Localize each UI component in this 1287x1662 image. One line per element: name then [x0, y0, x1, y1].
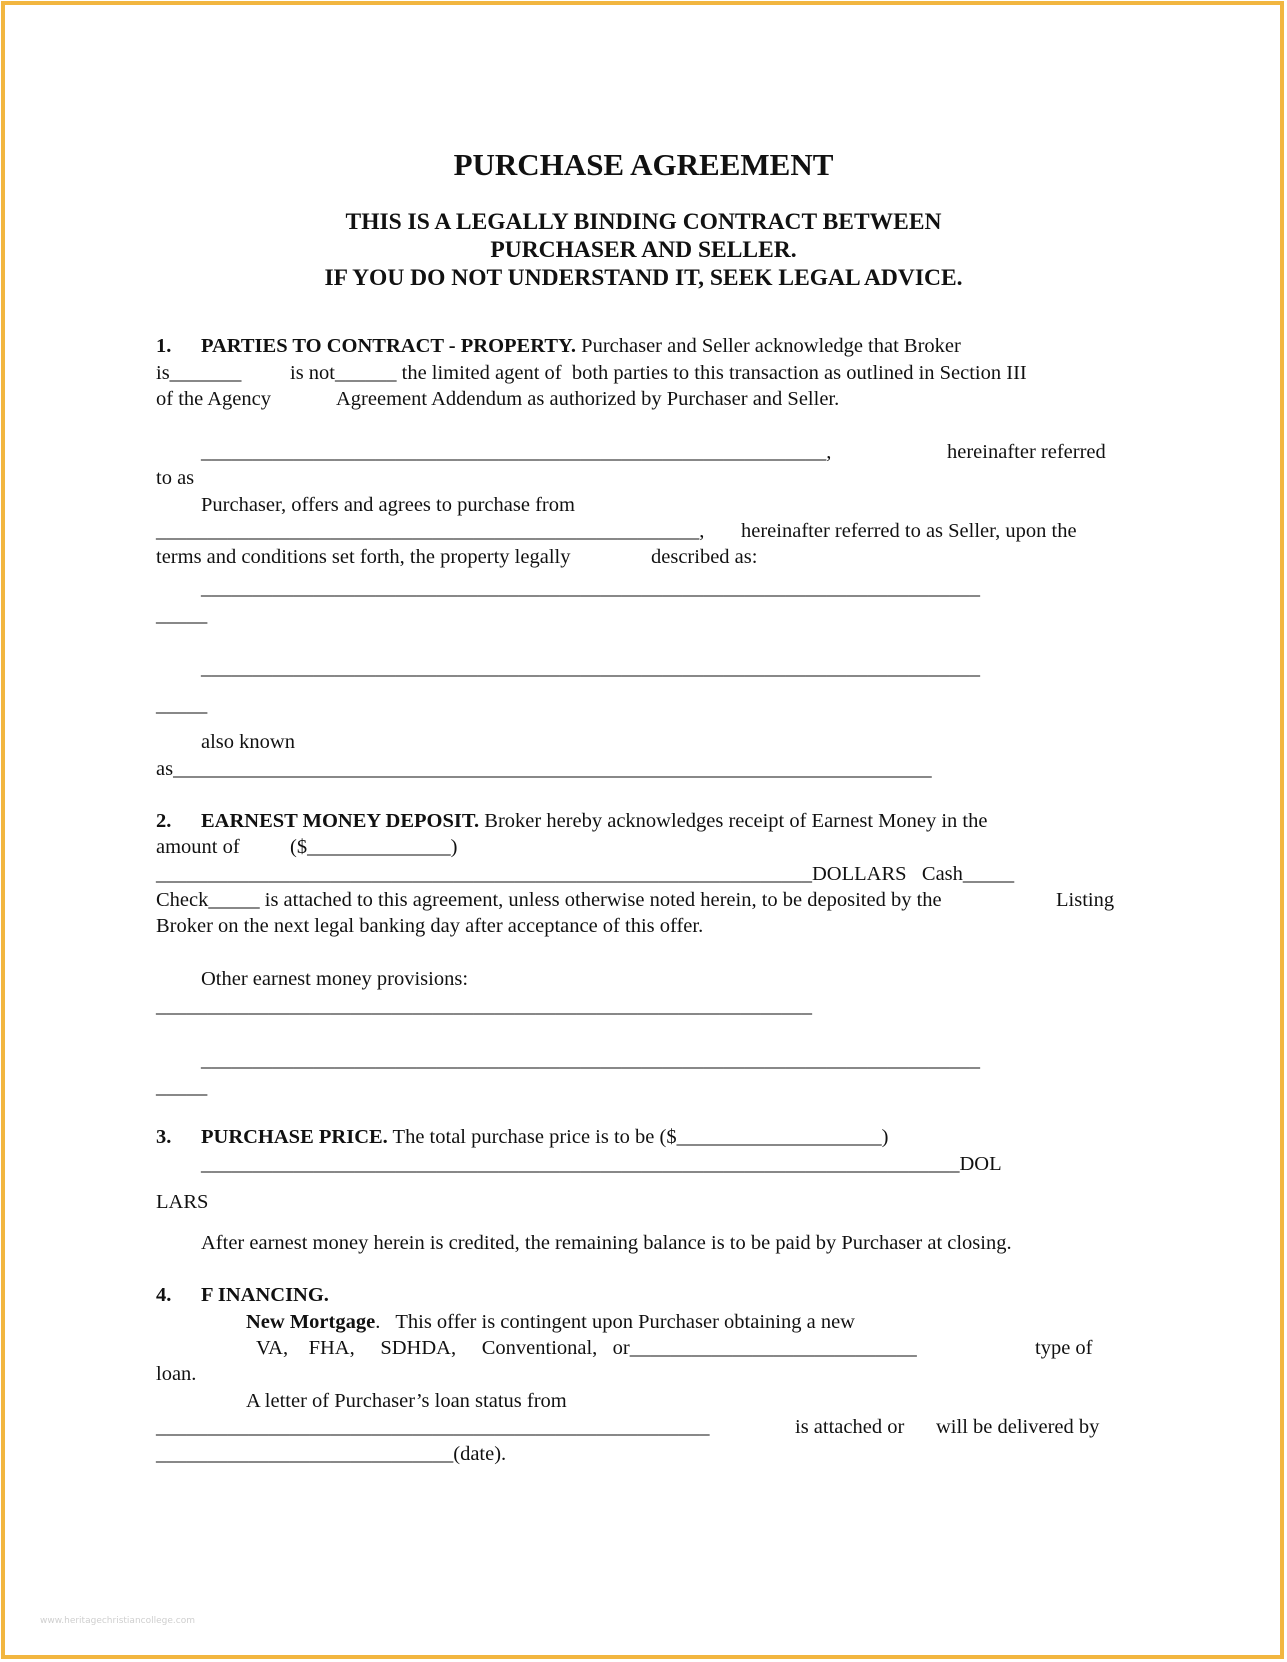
described-as: described as: — [651, 546, 758, 568]
remaining-balance: After earnest money herein is credited, the remaining balance is to be paid by Purchaser at closing. — [201, 1232, 1012, 1254]
type-of: type of — [1035, 1337, 1093, 1359]
legal-description-line-1-end: _____ — [156, 604, 208, 626]
new-mortgage-heading: New Mortgage — [246, 1311, 376, 1333]
section-2-number: 2. — [156, 810, 172, 832]
also-known-as-line: as__________________________________________________________________________ — [156, 758, 932, 780]
other-provisions-line: ________________________________________________________________ — [156, 995, 812, 1017]
loan: loan. — [156, 1363, 197, 1385]
section-2-heading: EARNEST MONEY DEPOSIT. — [201, 810, 480, 832]
purchaser-to-as: to as — [156, 467, 195, 489]
seller-name-blank: _____________________________________________________, — [156, 520, 705, 542]
section-4-heading: F INANCING. — [201, 1284, 329, 1306]
section-1-line-3a: of the Agency — [156, 388, 271, 410]
loan-types-line: VA, FHA, SDHDA, Conventional, or____________________________ — [256, 1337, 917, 1359]
lender-name-blank: ______________________________________________________ — [156, 1416, 710, 1438]
section-1-line-2: is not______ the limited agent of both parties to this transaction as outlined in Section III — [290, 362, 1027, 384]
section-2-line-1: EARNEST MONEY DEPOSIT. Broker hereby acknowledges receipt of Earnest Money in the — [201, 810, 988, 832]
amount-blank: ($______________) — [290, 836, 458, 858]
warning-line-2: PURCHASER AND SELLER. — [490, 237, 797, 263]
section-3-number: 3. — [156, 1126, 172, 1148]
warning-line-1: THIS IS A LEGALLY BINDING CONTRACT BETWEEN — [345, 209, 942, 235]
check-line-listing: Listing — [1056, 889, 1115, 911]
purchaser-hereinafter: hereinafter referred — [947, 441, 1106, 463]
price-words-line: __________________________________________________________________________DOL — [201, 1153, 1002, 1175]
new-mortgage-line: New Mortgage. This offer is contingent upon Purchaser obtaining a new — [246, 1311, 855, 1333]
section-1-line-1: PARTIES TO CONTRACT - PROPERTY. Purchaser and Seller acknowledge that Broker — [201, 335, 961, 357]
will-be-delivered-by: will be delivered by — [936, 1416, 1100, 1438]
broker-next-day: Broker on the next legal banking day after acceptance of this offer. — [156, 915, 704, 937]
purchaser-offers: Purchaser, offers and agrees to purchase from — [201, 494, 575, 516]
other-provisions-line-2: ____________________________________________________________________________ — [201, 1049, 980, 1071]
section-1-number: 1. — [156, 335, 172, 357]
section-4-number: 4. — [156, 1284, 172, 1306]
delivery-date-blank: _____________________________(date). — [156, 1443, 507, 1465]
section-1-heading: PARTIES TO CONTRACT - PROPERTY. — [201, 335, 577, 357]
other-provisions: Other earnest money provisions: — [201, 968, 469, 990]
terms-conditions: terms and conditions set forth, the property legally — [156, 546, 571, 568]
page-title: PURCHASE AGREEMENT — [453, 147, 834, 182]
section-1-line-3b: Agreement Addendum as authorized by Purchaser and Seller. — [336, 388, 840, 410]
section-3-heading: PURCHASE PRICE. — [201, 1126, 388, 1148]
seller-hereinafter: hereinafter referred to as Seller, upon the — [741, 520, 1077, 542]
legal-description-line-1: ____________________________________________________________________________ — [201, 577, 980, 599]
purchaser-name-blank: _____________________________________________________________, — [201, 441, 832, 463]
section-3-line-1: PURCHASE PRICE. The total purchase price is to be ($____________________) — [201, 1126, 889, 1148]
amount-of: amount of — [156, 836, 240, 858]
watermark: www.heritagechristiancollege.com — [40, 1616, 195, 1626]
other-provisions-line-2-end: _____ — [156, 1076, 208, 1098]
price-lars: LARS — [156, 1191, 209, 1213]
loan-status-letter: A letter of Purchaser’s loan status from — [246, 1390, 567, 1412]
check-line: Check_____ is attached to this agreement, unless otherwise noted herein, to be deposited by the — [156, 889, 942, 911]
also-known: also known — [201, 731, 295, 753]
legal-description-line-2: ____________________________________________________________________________ — [201, 657, 980, 679]
legal-description-line-2-end: _____ — [156, 694, 208, 716]
dollars-cash-line: ________________________________________________________________DOLLARS Cash_____ — [156, 863, 1015, 885]
warning-line-3: IF YOU DO NOT UNDERSTAND IT, SEEK LEGAL ADVICE. — [324, 265, 963, 291]
is-attached-or: is attached or — [795, 1416, 905, 1438]
section-1-is-blank: is_______ — [156, 362, 242, 384]
